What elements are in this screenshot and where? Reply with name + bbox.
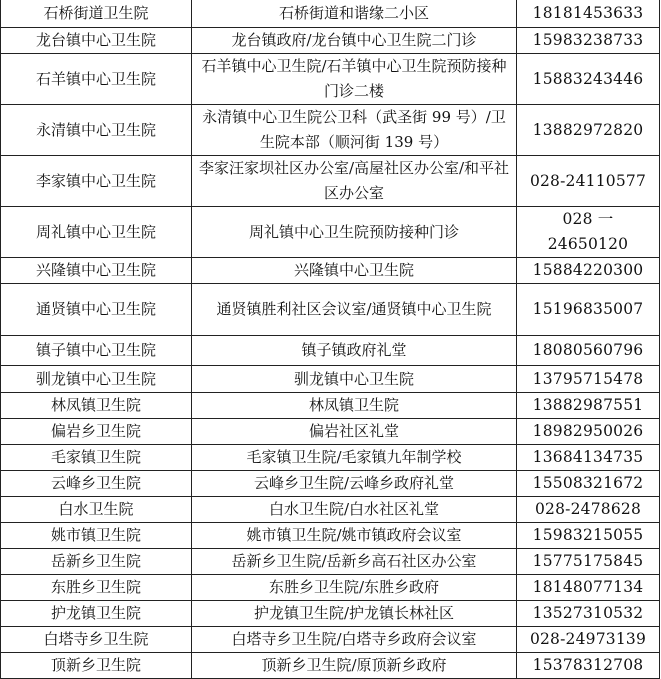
hospital-name: 李家镇中心卫生院 [1,156,192,207]
hospital-name: 毛家镇卫生院 [1,445,192,471]
contact-phone: 18982950026 [517,419,660,445]
table-row [1,0,660,28]
vaccination-site: 岳新乡卫生院/岳新乡高石社区办公室 [192,549,517,575]
table-row [1,393,660,419]
hospital-name: 岳新乡卫生院 [1,549,192,575]
table-row [1,284,660,336]
hospital-name: 护龙镇卫生院 [1,601,192,627]
hospital-name: 姚市镇卫生院 [1,523,192,549]
contact-phone: 15196835007 [517,284,660,336]
contact-phone: 15775175845 [517,549,660,575]
hospital-name: 石羊镇中心卫生院 [1,54,192,105]
contact-phone: 15983215055 [517,523,660,549]
contact-phone: 15508321672 [517,471,660,497]
table-row [1,445,660,471]
contact-phone: 15883243446 [517,54,660,105]
contact-phone: 028-24110577 [517,156,660,207]
vaccination-site: 护龙镇卫生院/护龙镇长林社区 [192,601,517,627]
vaccination-site: 永清镇中心卫生院公卫科（武圣街 99 号）/卫生院本部（顺河街 139 号） [192,105,517,156]
hospital-name: 周礼镇中心卫生院 [1,207,192,258]
contact-phone: 15983238733 [517,28,660,54]
contact-phone: 13684134735 [517,445,660,471]
hospital-name: 顶新乡卫生院 [1,653,192,679]
table-row [1,207,660,258]
vaccination-site: 镇子镇政府礼堂 [192,336,517,366]
table-row [1,549,660,575]
hospital-name: 石桥街道卫生院 [1,0,192,28]
contact-phone: 028-2478628 [517,497,660,523]
vaccination-site: 偏岩社区礼堂 [192,419,517,445]
contact-phone: 15884220300 [517,258,660,284]
table-row [1,258,660,284]
table-row [1,419,660,445]
hospital-name: 林凤镇卫生院 [1,393,192,419]
table-row [1,575,660,601]
hospital-name: 东胜乡卫生院 [1,575,192,601]
hospital-name: 通贤镇中心卫生院 [1,284,192,336]
hospital-name: 驯龙镇中心卫生院 [1,366,192,393]
vaccination-site: 云峰乡卫生院/云峰乡政府礼堂 [192,471,517,497]
vaccination-site: 兴隆镇中心卫生院 [192,258,517,284]
table-row [1,601,660,627]
contact-phone: 13795715478 [517,366,660,393]
hospital-name: 永清镇中心卫生院 [1,105,192,156]
contact-phone: 15378312708 [517,653,660,679]
contact-phone: 18181453633 [517,0,660,28]
vaccination-site: 白塔寺乡卫生院/白塔寺乡政府会议室 [192,627,517,653]
vaccination-site: 李家汪家坝社区办公室/高屋社区办公室/和平社区办公室 [192,156,517,207]
hospital-name: 兴隆镇中心卫生院 [1,258,192,284]
vaccination-site: 石羊镇中心卫生院/石羊镇中心卫生院预防接种门诊二楼 [192,54,517,105]
vaccination-site: 龙台镇政府/龙台镇中心卫生院二门诊 [192,28,517,54]
vaccination-site: 林凤镇卫生院 [192,393,517,419]
contact-phone: 13527310532 [517,601,660,627]
table-row [1,28,660,54]
contact-phone: 13882972820 [517,105,660,156]
table-row [1,366,660,393]
table-row [1,497,660,523]
vaccination-site: 东胜乡卫生院/东胜乡政府 [192,575,517,601]
table-row [1,156,660,207]
contact-phone: 18148077134 [517,575,660,601]
vaccination-site: 石桥街道和谐缘二小区 [192,0,517,28]
hospital-name: 白水卫生院 [1,497,192,523]
contact-phone: 18080560796 [517,336,660,366]
contact-phone: 13882987551 [517,393,660,419]
vaccination-site: 顶新乡卫生院/原顶新乡政府 [192,653,517,679]
vaccination-site: 白水卫生院/白水社区礼堂 [192,497,517,523]
table-row [1,471,660,497]
vaccination-site: 姚市镇卫生院/姚市镇政府会议室 [192,523,517,549]
vaccination-site: 周礼镇中心卫生院预防接种门诊 [192,207,517,258]
hospital-name: 白塔寺乡卫生院 [1,627,192,653]
table-row [1,523,660,549]
hospital-name: 偏岩乡卫生院 [1,419,192,445]
table-row [1,627,660,653]
contact-phone: 028-24973139 [517,627,660,653]
hospital-name: 云峰乡卫生院 [1,471,192,497]
table-row [1,54,660,105]
vaccination-site: 毛家镇卫生院/毛家镇九年制学校 [192,445,517,471]
table-row [1,653,660,679]
contact-phone: 028 一 24650120 [517,207,660,258]
table-row [1,105,660,156]
vaccination-site: 驯龙镇中心卫生院 [192,366,517,393]
hospital-name: 镇子镇中心卫生院 [1,336,192,366]
table-row [1,336,660,366]
hospital-name: 龙台镇中心卫生院 [1,28,192,54]
vaccination-site: 通贤镇胜利社区会议室/通贤镇中心卫生院 [192,284,517,336]
